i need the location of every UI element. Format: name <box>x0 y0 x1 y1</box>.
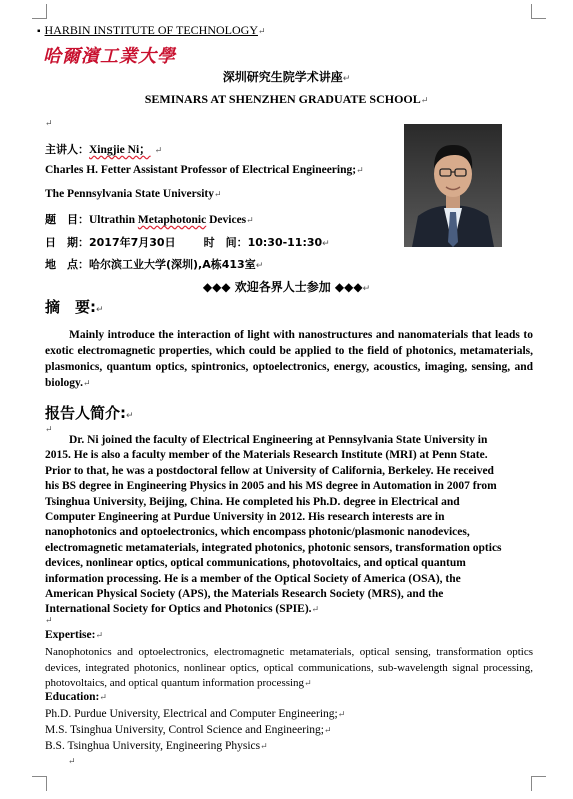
crop-mark-top-left <box>32 4 47 19</box>
paragraph-mark: ↵ <box>45 424 53 434</box>
education-heading-text: Education: <box>45 691 100 703</box>
seminar-title-cn <box>0 68 573 85</box>
expertise-heading-text: Expertise: <box>45 629 96 641</box>
paragraph-mark: ↵ <box>83 378 91 388</box>
paragraph-mark: ↵ <box>420 95 429 105</box>
bio-paragraph <box>45 433 510 618</box>
paragraph-mark: ↵ <box>126 411 134 421</box>
education-item <box>45 708 345 720</box>
speaker-portrait-image <box>404 124 502 247</box>
paragraph-mark: ↵ <box>304 678 312 689</box>
paragraph-mark: ↵ <box>214 189 222 199</box>
crop-mark-top-right <box>531 4 546 19</box>
education-ms: M.S. Tsinghua University, Control Science and Engineering; <box>45 724 324 736</box>
location-line <box>45 256 263 272</box>
bio-heading-text: 报告人简介: <box>45 404 126 422</box>
abstract-text: Mainly introduce the interaction of light with nanostructures and nanomaterials that leads to exotic electromagnetic properties, which could be applied to the field of photonics, metamaterials, plasmonics, quantum optics, spintronics, optoelectronics, energy, acoustics, imaging, sensing, and biology. <box>45 329 533 389</box>
topic-label: 题 目： <box>45 213 89 226</box>
university-logo: 哈爾濱工業大學 <box>43 46 176 67</box>
location-value: 哈尔滨工业大学(深圳),A栋413室 <box>89 258 256 271</box>
paragraph-mark: ↵ <box>255 261 264 271</box>
topic-prefix: Ultrathin <box>89 214 138 226</box>
expertise-paragraph <box>45 645 533 692</box>
crop-mark-bottom-right <box>531 776 546 791</box>
topic-suffix: Devices <box>206 214 247 226</box>
paragraph-mark: ↵ <box>362 284 371 294</box>
education-bs: B.S. Tsinghua University, Engineering Physics <box>45 740 261 752</box>
paragraph-mark: ↵ <box>246 215 254 225</box>
paragraph-mark: ↵ <box>45 615 53 625</box>
education-item <box>45 724 332 736</box>
abstract-heading <box>45 296 104 317</box>
paragraph-mark: ↵ <box>311 604 320 615</box>
title-cn-text: 深圳研究生院学术讲座 <box>222 70 343 84</box>
education-phd: Ph.D. Purdue University, Electrical and Computer Engineering; <box>45 708 338 720</box>
speaker-label: 主讲人： <box>45 143 89 156</box>
date-label: 日 期： <box>45 236 89 249</box>
bullet-icon: ▪ <box>37 26 41 37</box>
welcome-text: ◆◆◆ 欢迎各界人士参加 ◆◆◆ <box>202 280 363 294</box>
location-label: 地 点： <box>45 258 89 271</box>
abstract-heading-text: 摘 要: <box>45 298 96 316</box>
paragraph-mark: ↵ <box>45 118 53 128</box>
crop-mark-bottom-left <box>32 776 47 791</box>
paragraph-mark: ↵ <box>337 709 346 719</box>
paragraph-mark: ↵ <box>95 630 104 640</box>
abstract-paragraph <box>45 327 533 391</box>
paragraph-mark: ↵ <box>260 741 268 751</box>
paragraph-mark: ↵ <box>96 305 104 315</box>
paragraph-mark: ↵ <box>342 74 351 84</box>
paragraph-mark: ↵ <box>154 145 163 155</box>
topic-line <box>45 210 254 228</box>
topic-metaphotonic: Metaphotonic <box>137 214 207 226</box>
title-en-text: SEMINARS AT SHENZHEN GRADUATE SCHOOL <box>144 92 421 106</box>
speaker-university <box>45 188 222 200</box>
paragraph-mark: ↵ <box>99 692 107 702</box>
speaker-line <box>45 140 162 158</box>
paragraph-mark: ↵ <box>324 725 332 735</box>
seminar-title-en <box>0 92 573 107</box>
speaker-university-text: The Pennsylvania State University <box>45 188 214 200</box>
speaker-photo <box>404 124 502 247</box>
bio-text: Dr. Ni joined the faculty of Electrical Engineering at Pennsylvania State University in 2015. He is also a faculty member of the Materials Research Institute (MRI) at Penn State. Prior to that, he was a postdoctoral fellow at University of California, Berkeley. He received his BS degree in Engineering Physics in 2005 and his MS degree in Automation in 2007 from Tsinghua University, Beijing, China. He completed his Ph.D. degree in Electrical and Computer Engineering at Purdue University in 2012. His research interests are in nanophotonics and optoelectronics, which encompass photonic/plasmonic nanodevices, electromagnetic metamaterials, integrated photonics, photonic sensors, transformation optics devices, nonlinear optics, optical communications, photovoltaics, and optical quantum information processing. He is a member of the Optical Society of America (OSA), the American Physical Society (APS), the Materials Research Society (MRS), and the International Society for Optics and Photonics (SPIE). <box>45 434 502 616</box>
time-value: 10:30-11:30 <box>247 236 323 249</box>
education-item <box>45 740 268 752</box>
paragraph-mark: ↵ <box>356 165 364 175</box>
speaker-name: Xingjie Ni； <box>89 144 151 156</box>
expertise-heading <box>45 629 103 641</box>
education-heading <box>45 691 107 703</box>
datetime-line <box>45 234 330 250</box>
bio-heading <box>45 402 134 423</box>
date-value: 2017年7月30日 <box>89 236 176 249</box>
expertise-text: Nanophotonics and optoelectronics, electromagnetic metamaterials, optical sensing, transformation optics devices, integrated photonics, nonlinear optics, optical communications, sub-wavelength signal processing, photovoltaics, and optical quantum information processing <box>45 646 533 690</box>
institute-name-en: HARBIN INSTITUTE OF TECHNOLOGY <box>44 23 258 37</box>
paragraph-mark: ↵ <box>322 239 330 249</box>
paragraph-mark: ↵ <box>68 756 76 766</box>
institute-header <box>37 23 266 38</box>
welcome-line <box>0 278 573 295</box>
speaker-position-text: Charles H. Fetter Assistant Professor of Electrical Engineering; <box>45 164 357 176</box>
paragraph-mark: ↵ <box>257 26 266 36</box>
speaker-position <box>45 164 364 176</box>
time-label: 时 间： <box>203 236 248 249</box>
